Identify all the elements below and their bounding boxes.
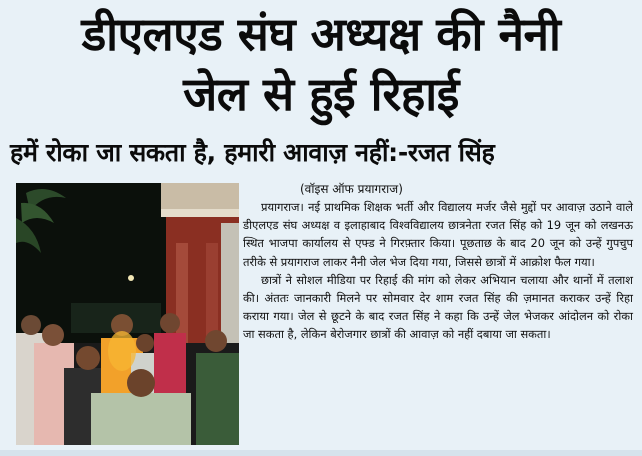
headline-line-1: डीएलएड संघ अध्यक्ष की नैनी: [81, 7, 561, 61]
byline: (वॉइस ऑफ प्रयागराज): [300, 182, 403, 196]
subheadline: हमें रोका जा सकता है, हमारी आवाज़ नहीं:-रजत सिंह: [10, 138, 495, 167]
news-photo: [16, 183, 239, 445]
article-paragraph-1: प्रयागराज। नई प्राथमिक शिक्षक भर्ती और विद्यालय मर्जर जैसे मुद्दों पर आवाज़ उठाने वाले डीएलएड संघ अध्यक्ष व इलाहाबाद विश्वविद्यालय छात्रनेता रजत सिंह को 19 जून को लखनऊ स्थित भाजपा कार्यालय से एफ्ड ने गिरफ़्तार किया। पूछताछ के बाद 20 जून को उन्हें गुपचुप तरीके से प्रयागराज लाकर नैनी जेल भेज दिया गया, जिससे छात्रों में आक्रोश फैल गया।: [243, 200, 633, 269]
article-body: [243, 198, 633, 344]
crowd-photo-illustration: [16, 183, 239, 445]
bottom-edge: [0, 450, 642, 456]
article-paragraph-2: छात्रों ने सोशल मीडिया पर रिहाई की मांग को लेकर अभियान चलाया और थानों में तलाश की। अंततः जानकारी मिलने पर सोमवार देर शाम रजत सिंह की ज़मानत कराकर उन्हें रिहा कराया गया। जेल से छूटने के बाद रजत सिंह ने कहा कि उन्हें जेल भेजकर आंदोलन को रोका जा सकता है, लेकिन बेरोजगार छात्रों की आवाज़ को नहीं दबाया जा सकता।: [243, 272, 633, 342]
headline-line-2: जेल से हुई रिहाई: [183, 67, 459, 121]
